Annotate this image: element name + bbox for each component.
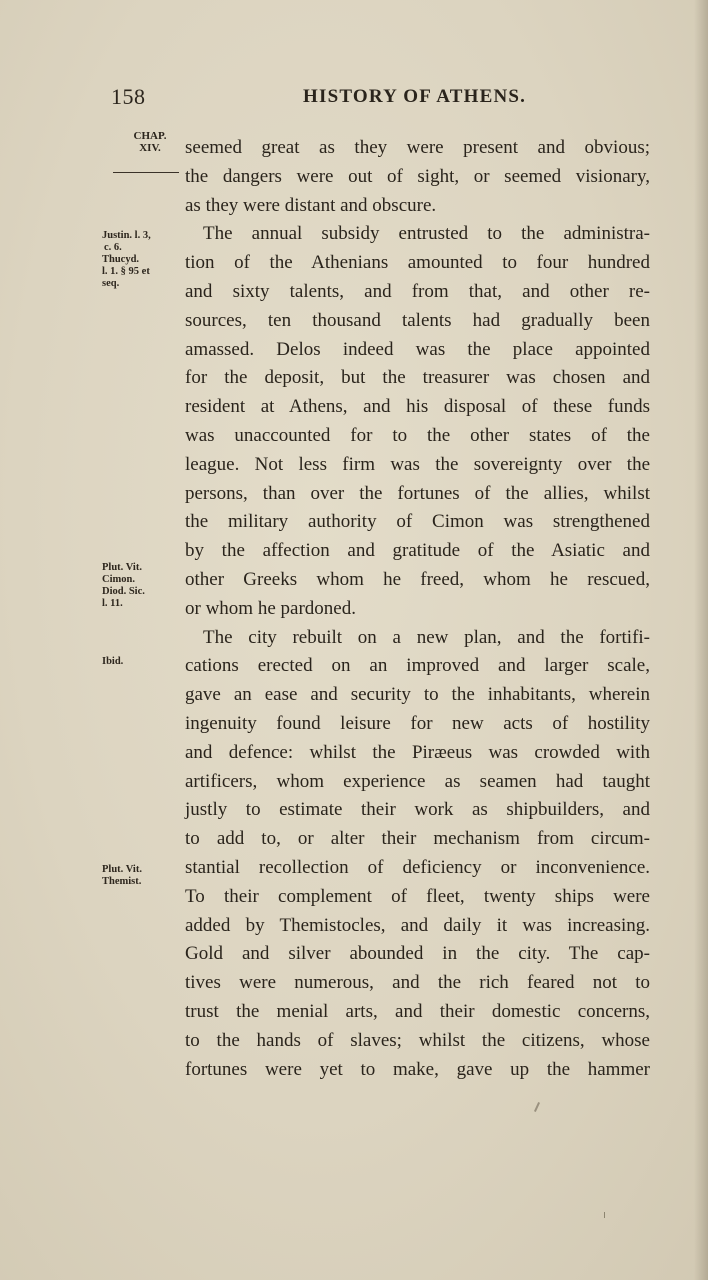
margin-note-line: Plut. Vit.: [102, 864, 142, 875]
text-line: and defence: whilst the Piræeus was crowded with: [185, 741, 650, 763]
text-line: trust the menial arts, and their domestic concerns,: [185, 1000, 650, 1022]
text-line: was unaccounted for to the other states of the: [185, 424, 650, 446]
margin-note-line: Plut. Vit.: [102, 562, 142, 573]
text-line: added by Themistocles, and daily it was increasing.: [185, 914, 650, 936]
margin-note-line: l. 1. § 95 et: [102, 266, 150, 277]
text-line: ingenuity found leisure for new acts of hostility: [185, 712, 650, 734]
chapter-rule: [113, 172, 179, 173]
chapter-number: XIV.: [139, 142, 161, 154]
text-line: league. Not less firm was the sovereignty over the: [185, 453, 650, 475]
text-line: as they were distant and obscure.: [185, 194, 437, 216]
text-line: the military authority of Cimon was strengthened: [185, 511, 650, 533]
margin-note-line: Diod. Sic.: [102, 586, 145, 597]
text-line: the dangers were out of sight, or seemed visionary,: [185, 165, 650, 187]
margin-note-line: Justin. l. 3,: [102, 230, 151, 241]
text-line: persons, than over the fortunes of the allies, whilst: [185, 482, 650, 504]
text-line: for the deposit, but the treasurer was chosen and: [185, 367, 650, 389]
text-line: tion of the Athenians amounted to four hundred: [185, 252, 650, 274]
text-line: fortunes were yet to make, gave up the hammer: [185, 1058, 650, 1080]
text-line: resident at Athens, and his disposal of these funds: [185, 396, 650, 418]
text-line: To their complement of fleet, twenty ships were: [185, 885, 650, 907]
body-text: [185, 134, 650, 1084]
text-line: justly to estimate their work as shipbuilders, and: [185, 799, 650, 821]
margin-note-line: Themist.: [102, 876, 142, 887]
text-line: gave an ease and security to the inhabitants, wherein: [185, 684, 650, 706]
margin-note-line: Thucyd.: [102, 254, 140, 265]
text-line: cations erected on an improved and larger scale,: [185, 655, 650, 677]
text-line: Gold and silver abounded in the city. The cap-: [185, 943, 650, 965]
margin-note-justin: [102, 230, 192, 290]
margin-note-line: l. 11.: [102, 598, 123, 609]
chapter-label: CHAP.: [133, 130, 167, 142]
text-line: artificers, whom experience as seamen had taught: [185, 770, 650, 792]
page-number: 158: [111, 84, 146, 109]
paper-blemish: [604, 1212, 605, 1218]
text-line: other Greeks whom he freed, whom he rescued,: [185, 568, 650, 590]
text-line: amassed. Delos indeed was the place appointed: [185, 338, 650, 360]
text-line: The annual subsidy entrusted to the administra-: [203, 223, 650, 245]
margin-note-line: seq.: [102, 278, 120, 289]
chapter-marker: [120, 130, 180, 154]
margin-note-ibid: [102, 656, 192, 668]
margin-note-line: Ibid.: [102, 656, 124, 667]
running-head: HISTORY OF ATHENS.: [303, 86, 527, 107]
text-line: sources, ten thousand talents had gradually been: [185, 309, 650, 331]
text-line: and sixty talents, and from that, and other re-: [185, 280, 650, 302]
margin-note-line: Cimon.: [102, 574, 135, 585]
margin-note-plut-themist: [102, 864, 192, 888]
paper-blemish: [534, 1102, 540, 1112]
text-line: to add to, or alter their mechanism from circum-: [185, 828, 650, 850]
text-line: stantial recollection of deficiency or inconvenience.: [185, 856, 650, 878]
text-line: or whom he pardoned.: [185, 597, 356, 619]
margin-note-plut-cimon: [102, 562, 192, 610]
margin-note-line: c. 6.: [104, 242, 122, 253]
text-line: by the affection and gratitude of the Asiatic and: [185, 540, 650, 562]
text-line: seemed great as they were present and obvious;: [185, 137, 650, 158]
text-line: tives were numerous, and the rich feared not to: [185, 972, 650, 994]
text-line: to the hands of slaves; whilst the citizens, whose: [185, 1029, 650, 1051]
page-edge-shadow: [694, 0, 708, 1280]
text-line: The city rebuilt on a new plan, and the fortifi-: [203, 626, 650, 648]
